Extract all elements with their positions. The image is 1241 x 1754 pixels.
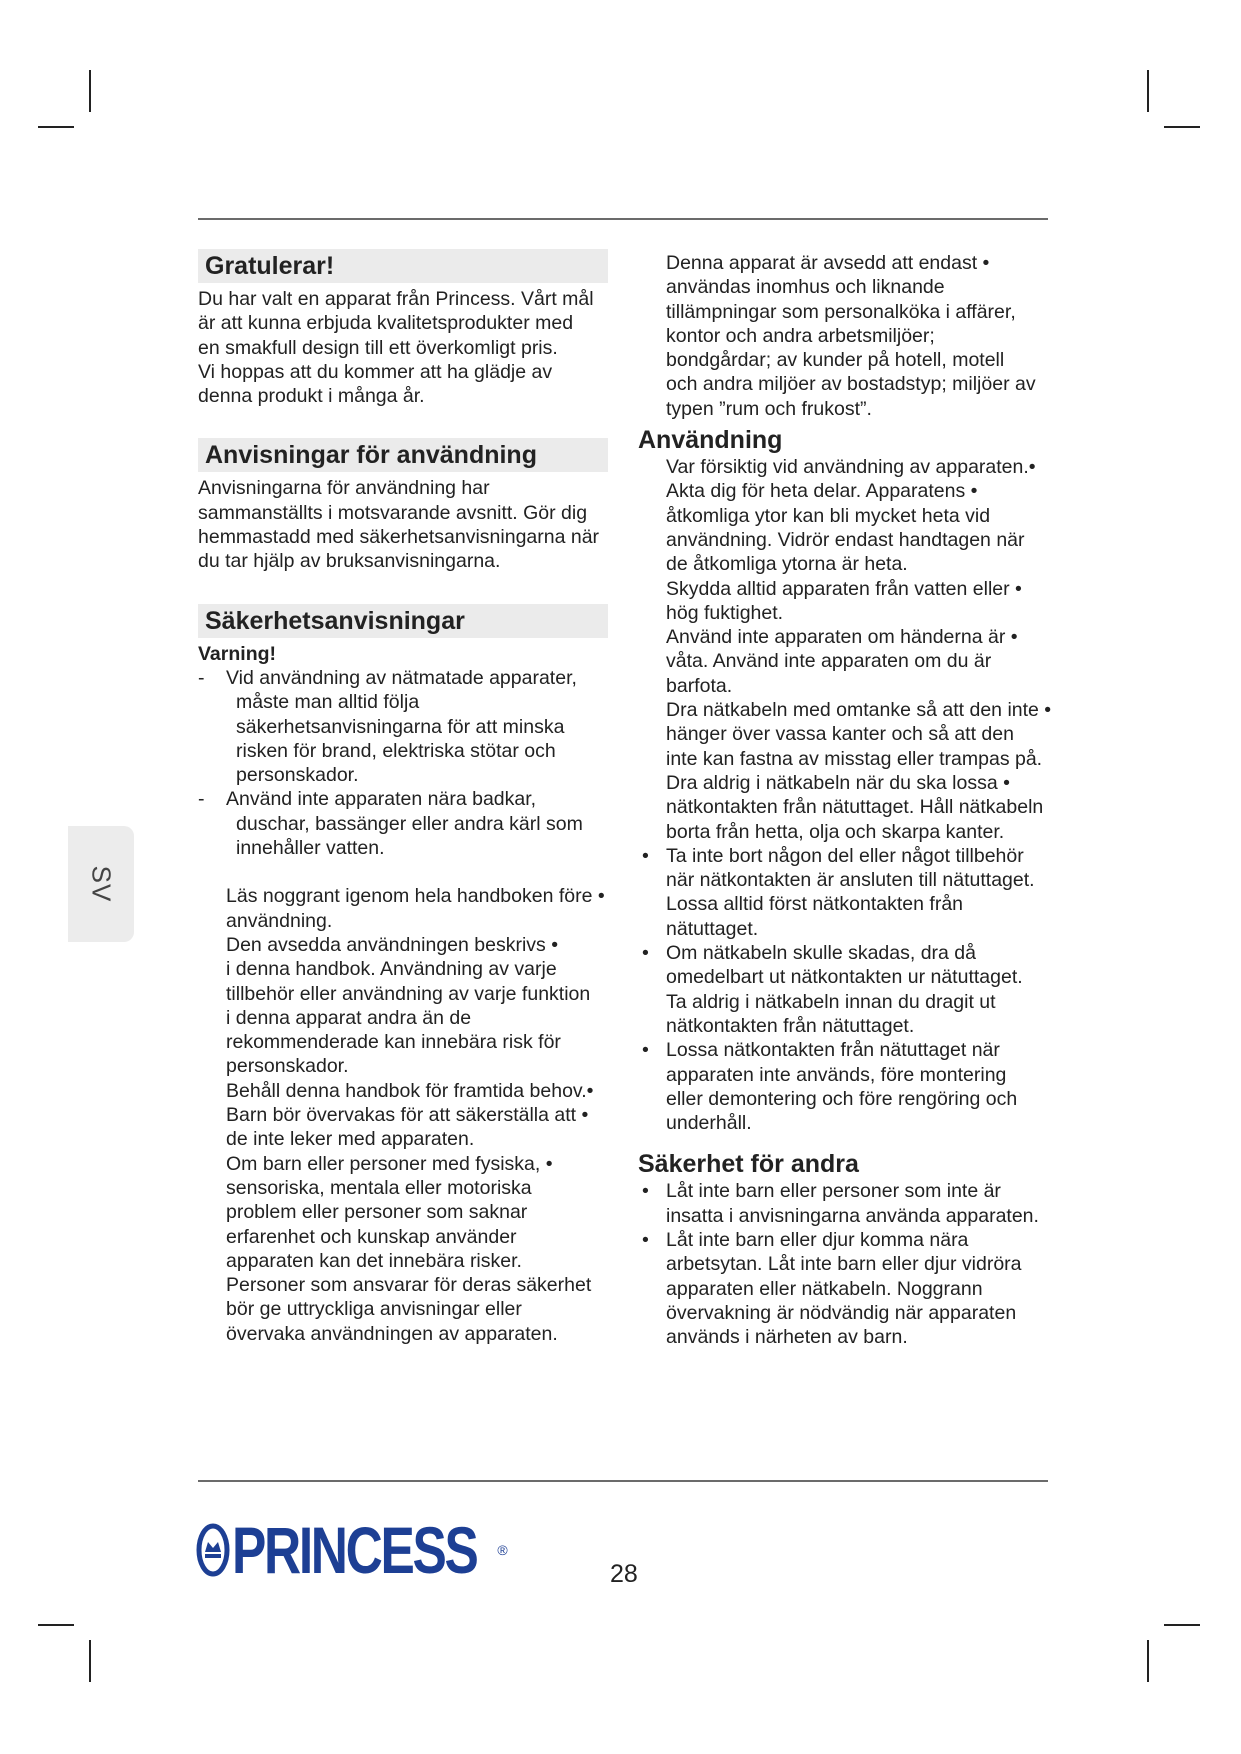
text-line: rekommenderade kan innebära risk för (226, 1031, 561, 1054)
text-line: Läs noggrant igenom hela handboken före • (226, 885, 605, 908)
bullet-marker: • (642, 942, 649, 965)
bullet-marker: • (642, 844, 649, 867)
text-line: säkerhetsanvisningarna för att minska (236, 715, 565, 738)
bullet-marker: • (642, 1180, 649, 1203)
text-line: måste man alltid följa (236, 691, 420, 714)
text-line: används i närheten av barn. (666, 1326, 908, 1349)
text-line: Den avsedda användningen beskrivs • (226, 933, 559, 956)
text-line: är att kunna erbjuda kvalitetsprodukter med (198, 312, 574, 335)
text-line: hänger över vassa kanter och så att den (666, 723, 1014, 746)
warning-label: Varning! (198, 642, 277, 665)
crown-emblem-icon (196, 1522, 230, 1578)
section-title-gratulerar: Gratulerar! (198, 249, 608, 283)
text-line: övervakning är nödvändig när apparaten (666, 1301, 1017, 1324)
text-line: Anvisningarna för användning har (198, 477, 490, 500)
text-line: underhåll. (666, 1112, 752, 1135)
right-column (638, 251, 1078, 1349)
text-line: när nätkontakten är ansluten till nätuttaget. (666, 869, 1035, 892)
text-line: Personer som ansvarar för deras säkerhet (226, 1274, 592, 1297)
text-line: Behåll denna handbok för framtida behov.• (226, 1079, 594, 1102)
text-line: omedelbart ut nätkontakten ur nätuttaget. (666, 966, 1023, 989)
intro-paragraph (198, 287, 628, 408)
crop-mark-top-left-h (38, 126, 74, 128)
text-line: Dra nätkabeln med omtanke så att den inte • (666, 699, 1052, 722)
text-line: arbetsytan. Låt inte barn eller djur vidröra (666, 1253, 1022, 1276)
text-line: de inte leker med apparaten. (226, 1128, 475, 1151)
registered-mark: ® (497, 1542, 508, 1558)
text-line: användning. Vidrör endast handtagen när (666, 528, 1025, 551)
text-line: barfota. (666, 674, 733, 697)
text-line: apparaten eller nätkabeln. Noggrann (666, 1277, 983, 1300)
text-line: bondgårdar; av kunder på hotell, motell (666, 349, 1005, 372)
text-line: Ta inte bort någon del eller något tillbehör (666, 844, 1024, 867)
text-line: insatta i anvisningarna använda apparaten. (666, 1204, 1039, 1227)
text-line: Barn bör övervakas för att säkerställa att • (226, 1104, 589, 1127)
bullet-item (638, 941, 1078, 1038)
section-title-anvandning: Användning (638, 426, 783, 455)
crop-mark-bottom-right-v (1147, 1640, 1149, 1682)
bullet-item (638, 1038, 1078, 1135)
text-line: och andra miljöer av bostadstyp; miljöer av (666, 373, 1036, 396)
text-line: Var försiktig vid användning av apparaten.• (666, 456, 1036, 479)
intended-use-paragraph (638, 251, 1078, 421)
crop-mark-top-right-v (1147, 70, 1149, 112)
text-line: borta från hetta, olja och skarpa kanter. (666, 820, 1005, 843)
text-line: våta. Använd inte apparaten om du är (666, 650, 992, 673)
text-line: Om barn eller personer med fysiska, • (226, 1152, 553, 1175)
text-line: Använd inte apparaten om händerna är • (666, 626, 1018, 649)
text-line: bör ge uttryckliga anvisningar eller (226, 1298, 522, 1321)
left-column (198, 249, 628, 1346)
text-line: nätuttaget. (666, 917, 759, 940)
text-line: nätkontakten från nätuttaget. Håll nätkabeln (666, 796, 1044, 819)
text-line: användning. (226, 909, 333, 932)
crop-mark-bottom-left-v (89, 1640, 91, 1682)
anvisningar-paragraph (198, 476, 628, 573)
bullet-item (638, 1228, 1078, 1349)
list-item (198, 787, 628, 860)
page-number: 28 (610, 1560, 638, 1588)
section-title-anvisningar: Anvisningar för användning (198, 438, 608, 472)
text-line: åtkomliga ytor kan bli mycket heta vid (666, 504, 991, 527)
text-line: apparaten kan det innebära risker. (226, 1249, 522, 1272)
bullet-item (638, 844, 1078, 941)
text-line: Skydda alltid apparaten från vatten eller • (666, 577, 1022, 600)
text-line: i denna apparat andra än de (226, 1006, 472, 1029)
text-line: inte kan fastna av misstag eller trampas på. (666, 747, 1043, 770)
usage-paragraph (638, 455, 1078, 844)
text-line: de åtkomliga ytorna är heta. (666, 553, 908, 576)
text-line: tillämpningar som personalköka i affärer, (666, 300, 1016, 323)
text-line: Du har valt en apparat från Princess. Vårt mål (198, 288, 594, 310)
safety-paragraph (198, 884, 628, 1346)
text-line: en smakfull design till ett överkomligt pris. (198, 336, 558, 359)
text-line: Låt inte barn eller djur komma nära (666, 1228, 969, 1251)
text-line: kontor och andra arbetsmiljöer; (666, 324, 935, 347)
brand-wordmark: PRINCESS (232, 1513, 477, 1587)
text-line: Vid användning av nätmatade apparater, (226, 666, 577, 689)
language-tab-label: SV (86, 865, 117, 903)
section-title-sakerhet: Säkerhetsanvisningar (198, 604, 608, 638)
text-line: användas inomhus och liknande (666, 276, 945, 299)
text-line: Låt inte barn eller personer som inte är (666, 1180, 1001, 1203)
text-line: tillbehör eller användning av varje funktion (226, 982, 591, 1005)
text-line: övervaka användningen av apparaten. (226, 1322, 558, 1345)
text-line: personskador. (236, 764, 359, 787)
text-line: denna produkt i många år. (198, 385, 425, 408)
text-line: sensoriska, mentala eller motoriska (226, 1176, 532, 1199)
bullet-marker: • (642, 1039, 649, 1062)
text-line: Använd inte apparaten nära badkar, (226, 788, 537, 811)
text-line: sammanställts i motsvarande avsnitt. Gör dig (198, 501, 588, 524)
header-rule (198, 218, 1048, 220)
princess-logo (196, 1510, 508, 1590)
text-line: eller demontering och före rengöring och (666, 1087, 1018, 1110)
text-line: Ta aldrig i nätkabeln innan du dragit ut (666, 990, 996, 1013)
text-line: Akta dig för heta delar. Apparatens • (666, 480, 978, 503)
section-title-sakerhet-for-andra: Säkerhet för andra (638, 1150, 859, 1179)
dash-marker: - (198, 788, 205, 811)
text-line: Lossa alltid först nätkontakten från (666, 893, 964, 916)
text-line: du tar hjälp av bruksanvisningarna. (198, 550, 501, 573)
text-line: innehåller vatten. (236, 837, 385, 860)
text-line: Dra aldrig i nätkabeln när du ska lossa • (666, 771, 1010, 794)
text-line: Om nätkabeln skulle skadas, dra då (666, 942, 977, 965)
text-line: personskador. (226, 1055, 349, 1078)
dash-marker: - (198, 666, 205, 689)
warning-list (198, 666, 628, 860)
text-line: typen ”rum och frukost”. (666, 397, 872, 420)
text-line: risken för brand, elektriska stötar och (236, 739, 556, 762)
crop-mark-bottom-right-h (1164, 1624, 1200, 1626)
text-line: Vi hoppas att du kommer att ha glädje av (198, 360, 553, 383)
text-line: problem eller personer som saknar (226, 1201, 528, 1224)
bullet-marker: • (642, 1228, 649, 1251)
text-line: hemmastadd med säkerhetsanvisningarna när (198, 526, 600, 549)
bullet-item (638, 1179, 1078, 1228)
crop-mark-top-right-h (1164, 126, 1200, 128)
text-line: duschar, bassänger eller andra kärl som (236, 812, 583, 835)
footer-rule (198, 1480, 1048, 1482)
language-tab (68, 826, 134, 942)
text-line: apparaten inte används, före montering (666, 1063, 1007, 1086)
text-line: Lossa nätkontakten från nätuttaget när (666, 1039, 1000, 1062)
text-line: erfarenhet och kunskap använder (226, 1225, 517, 1248)
text-line: hög fuktighet. (666, 601, 784, 624)
list-item (198, 666, 628, 787)
crop-mark-top-left-v (89, 70, 91, 112)
text-line: i denna handbok. Användning av varje (226, 958, 557, 981)
text-line: Denna apparat är avsedd att endast • (666, 252, 990, 274)
text-line: nätkontakten från nätuttaget. (666, 1014, 915, 1037)
crop-mark-bottom-left-h (38, 1624, 74, 1626)
